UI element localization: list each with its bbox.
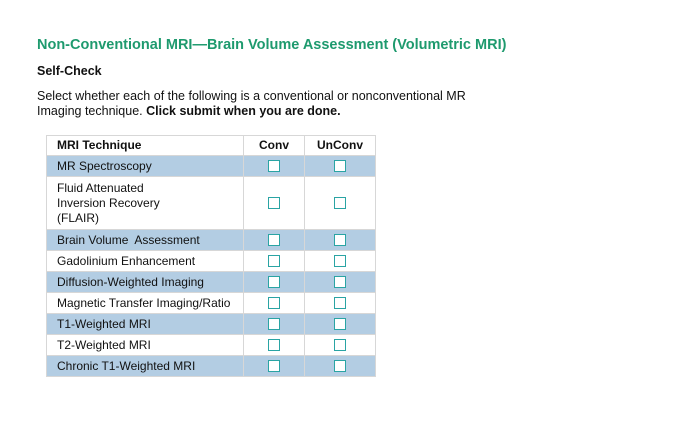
- unconv-cell: [305, 272, 376, 293]
- unconv-cell: [305, 156, 376, 177]
- table-row: [47, 356, 376, 377]
- unconv-checkbox[interactable]: [334, 318, 346, 330]
- conv-checkbox[interactable]: [268, 318, 280, 330]
- technique-label: [47, 177, 244, 230]
- conv-checkbox[interactable]: [268, 234, 280, 246]
- conv-checkbox[interactable]: [268, 297, 280, 309]
- technique-label: Gadolinium Enhancement: [47, 251, 244, 272]
- conv-cell: [244, 272, 305, 293]
- technique-label: Brain Volume Assessment: [47, 230, 244, 251]
- conv-cell: [244, 251, 305, 272]
- conv-checkbox[interactable]: [268, 160, 280, 172]
- conv-cell: [244, 230, 305, 251]
- unconv-cell: [305, 177, 376, 230]
- conv-cell: [244, 177, 305, 230]
- table-row: [47, 293, 376, 314]
- conv-cell: [244, 356, 305, 377]
- unconv-checkbox[interactable]: [334, 255, 346, 267]
- conv-cell: [244, 293, 305, 314]
- technique-label: T1-Weighted MRI: [47, 314, 244, 335]
- table-row: [47, 335, 376, 356]
- table-row: [47, 314, 376, 335]
- unconv-cell: [305, 356, 376, 377]
- conv-cell: [244, 335, 305, 356]
- conv-cell: [244, 156, 305, 177]
- technique-label: Chronic T1-Weighted MRI: [47, 356, 244, 377]
- technique-label: MR Spectroscopy: [47, 156, 244, 177]
- section-heading: Self-Check: [37, 64, 102, 78]
- technique-label: Magnetic Transfer Imaging/Ratio: [47, 293, 244, 314]
- unconv-checkbox[interactable]: [334, 276, 346, 288]
- technique-label: Diffusion-Weighted Imaging: [47, 272, 244, 293]
- conv-checkbox[interactable]: [268, 255, 280, 267]
- instructions-emphasis: Click submit when you are done.: [146, 104, 341, 118]
- unconv-checkbox[interactable]: [334, 197, 346, 209]
- table-row: [47, 272, 376, 293]
- table-header-row: [47, 136, 376, 156]
- unconv-checkbox[interactable]: [334, 160, 346, 172]
- unconv-checkbox[interactable]: [334, 360, 346, 372]
- unconv-cell: [305, 251, 376, 272]
- technique-label-line: (FLAIR): [57, 210, 99, 225]
- table-row: [47, 251, 376, 272]
- unconv-cell: [305, 335, 376, 356]
- table-row: [47, 156, 376, 177]
- unconv-checkbox[interactable]: [334, 339, 346, 351]
- unconv-checkbox[interactable]: [334, 297, 346, 309]
- technique-label-line: Fluid Attenuated: [57, 180, 144, 195]
- mri-technique-table: [46, 135, 376, 377]
- conv-checkbox[interactable]: [268, 360, 280, 372]
- unconv-cell: [305, 314, 376, 335]
- table-row: [47, 230, 376, 251]
- table-row: [47, 177, 376, 230]
- instructions-text: Select whether each of the following is a conventional or nonconventional MR Imaging technique.: [37, 89, 466, 118]
- page-title: Non-Conventional MRI—Brain Volume Assessment (Volumetric MRI): [37, 37, 507, 53]
- conv-checkbox[interactable]: [268, 339, 280, 351]
- unconv-cell: [305, 230, 376, 251]
- header-conv: Conv: [244, 136, 305, 156]
- technique-label: T2-Weighted MRI: [47, 335, 244, 356]
- conv-checkbox[interactable]: [268, 276, 280, 288]
- header-unconv: UnConv: [305, 136, 376, 156]
- conv-cell: [244, 314, 305, 335]
- instructions: [37, 89, 507, 119]
- unconv-cell: [305, 293, 376, 314]
- unconv-checkbox[interactable]: [334, 234, 346, 246]
- header-technique: MRI Technique: [47, 136, 244, 156]
- technique-label-line: Inversion Recovery: [57, 195, 160, 210]
- conv-checkbox[interactable]: [268, 197, 280, 209]
